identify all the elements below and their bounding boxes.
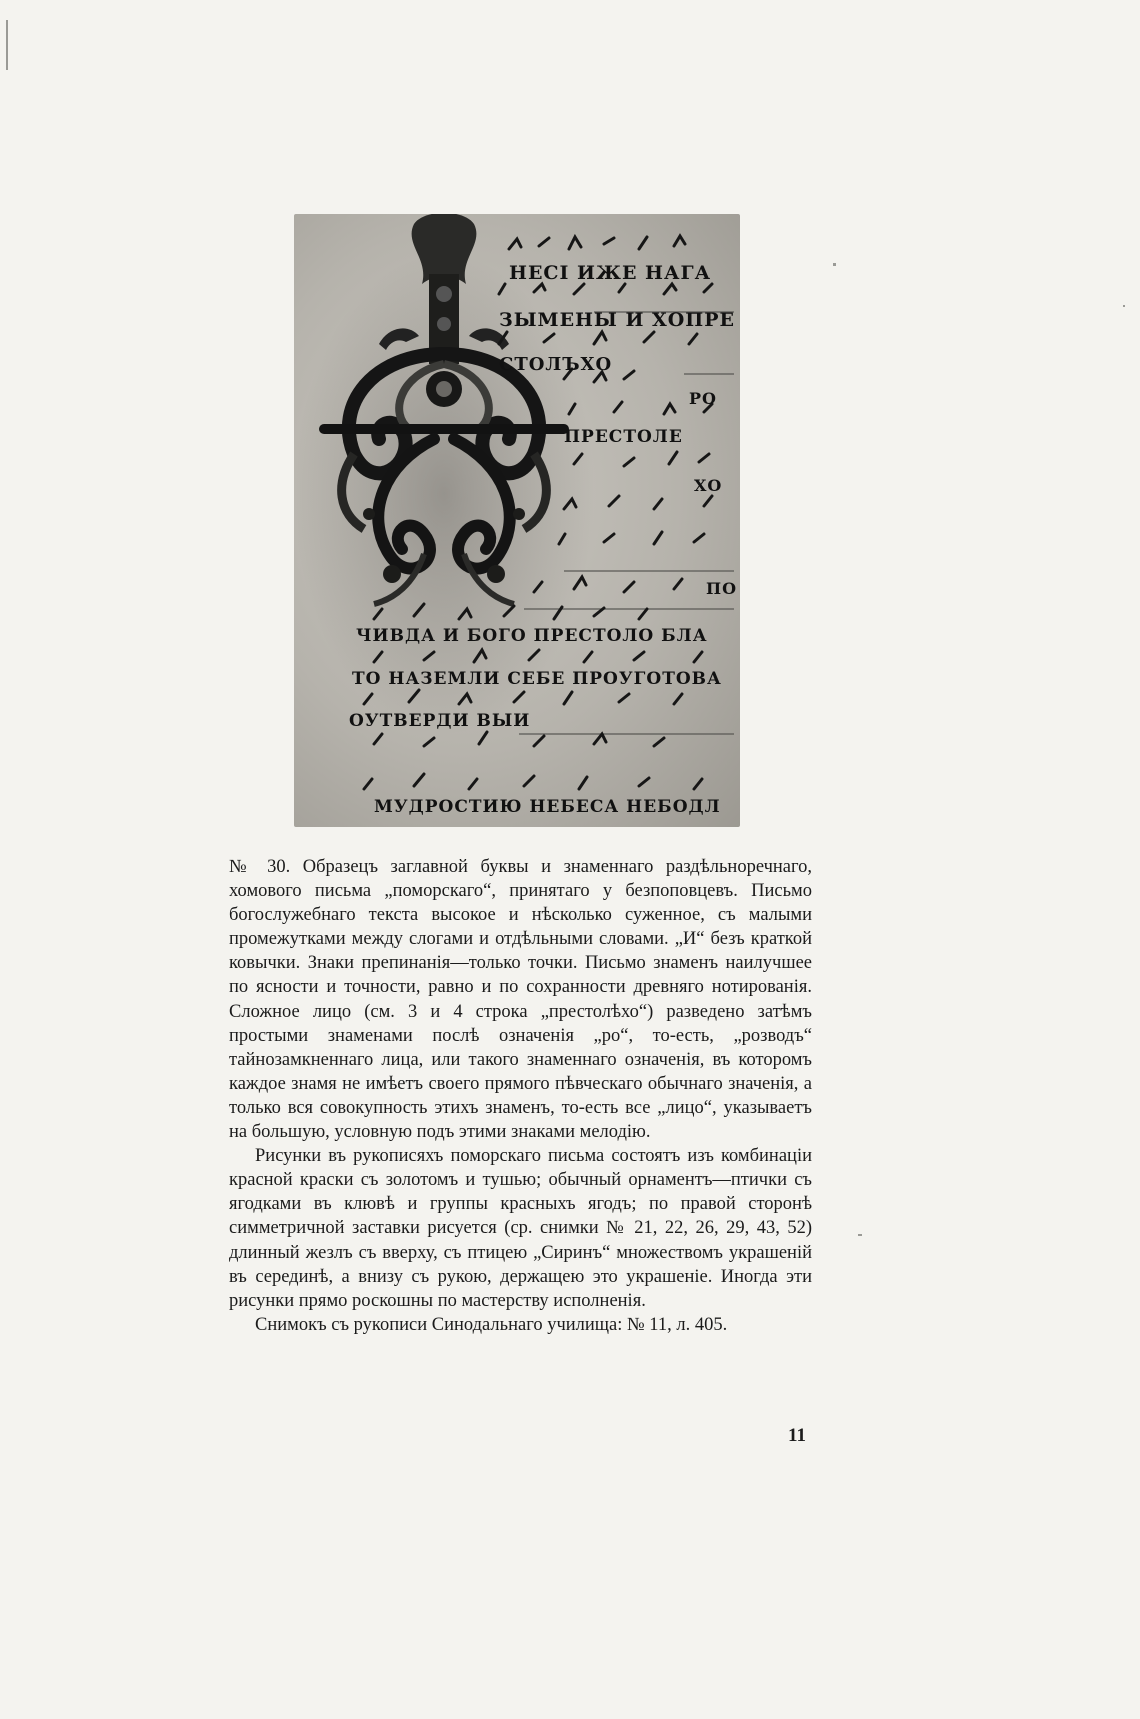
scan-edge-mark [1123,305,1125,307]
illuminated-initial-ornament [294,214,740,827]
manuscript-text-line: ХО [694,476,723,495]
manuscript-text-line: ЗЫМЕНЫ И ХОПРЕ [499,309,736,331]
manuscript-text-line: СТОЛЪХО [499,354,613,375]
manuscript-text-line: ОУТВЕРДИ ВЫИ [349,711,531,731]
figure-caption [229,855,812,1337]
manuscript-text-line: ТО НАЗЕМЛИ СЕБЕ ПРОУГОТОВА [352,669,722,689]
manuscript-text-line: ПО [706,579,738,598]
source-citation: Снимокъ съ рукописи Синодальнаго училища: № 11, л. 405. [255,1314,728,1335]
manuscript-text-line: МУДРОСТИЮ НЕБЕСА НЕБОДЛ [374,797,721,817]
caption-paragraph: № 30. Образецъ заглавной буквы и знаменнаго раздѣльноречнаго, хомового письма „поморскаго“, принятаго у безпоповцевъ. Письмо богослужебнаго текста высокое и нѣсколько суженное, съ малыми промежутками между слогами и отдѣльными словами. „И“ безъ краткой ковычки. Знаки препинанія—только точки. Письмо знаменъ наилучшее по ясности и точности, равно и по сохранности древняго нотированія. Сложное лицо (см. 3 и 4 строка „престолѣхо“) разведено затѣмъ простыми знаменами послѣ означенія „ро“, то-есть, „розводъ“ тайнозамкненнаго лица, или такого знаменнаго означенія, въ которомъ каждое знамя не имѣетъ своего прямого пѣвческаго обычнаго значенія, а только вся совокупность этихъ знаменъ, то-есть все „лицо“, указываетъ на большую, условную подъ этими знаками мелодію. [229,857,812,1143]
scan-edge-mark [833,263,836,266]
scan-edge-mark [858,1234,862,1236]
page-number: 11 [788,1425,806,1446]
manuscript-text-line: НЕСІ ИЖЕ НАГА [509,262,712,284]
manuscript-facsimile [294,214,740,827]
scan-edge-mark [6,20,8,70]
manuscript-text-line: РО [689,389,717,408]
caption-paragraph: Рисунки въ рукописяхъ поморскаго письма состоятъ изъ комбинаціи красной краски съ золотомъ и тушью; обычный орнаментъ—птички съ ягодками въ клювѣ и группы красныхъ ягодъ; по правой сторонѣ симметричной заставки рисуется (ср. снимки № 21, 22, 26, 29, 43, 52) длинный жезлъ съ вверху, съ птицею „Сиринъ“ множествомъ украшеній въ серединѣ, а внизу съ рукою, держащею это украшеніе. Иногда эти рисунки прямо роскошны по мастерству исполненія. [229,1146,812,1311]
manuscript-text-line: ПРЕСТОЛЕ [564,427,683,447]
manuscript-text-line: ЧИВДА И БОГО ПРЕСТОЛО БЛА [356,626,708,646]
